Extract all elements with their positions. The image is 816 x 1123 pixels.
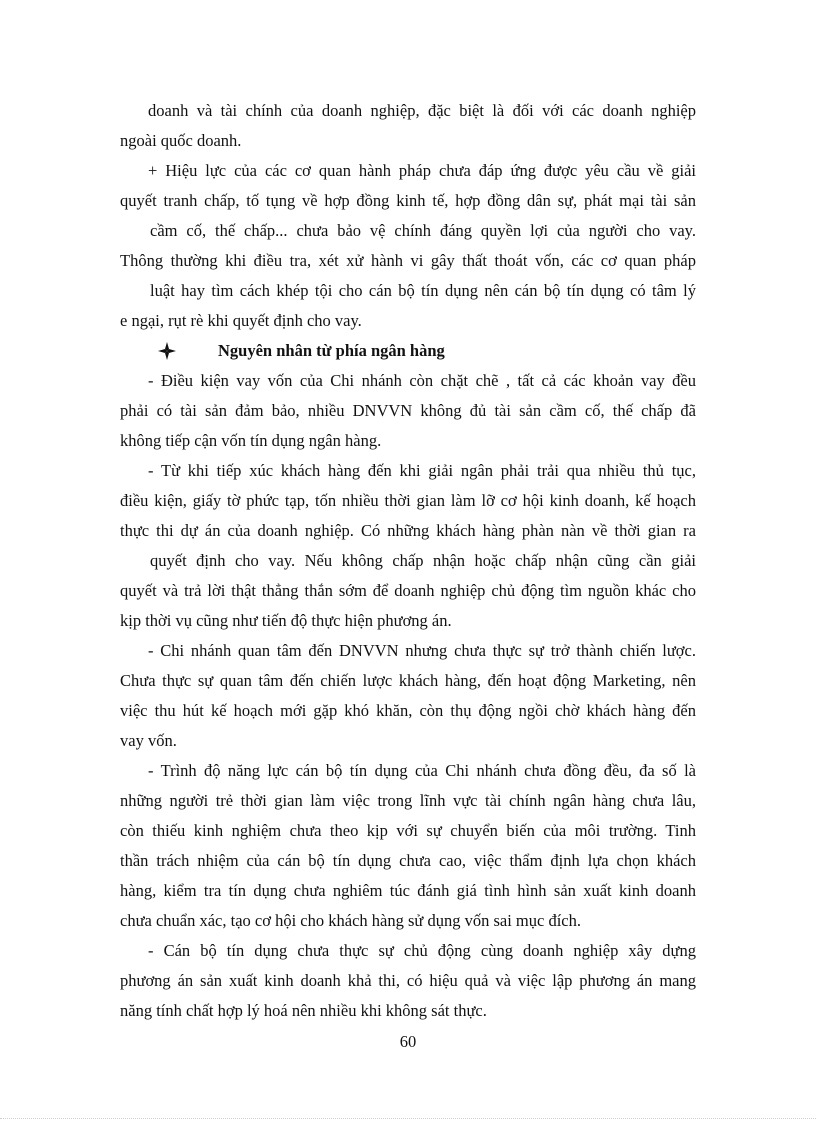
diamond-bullet-icon — [156, 340, 178, 362]
paragraph — [120, 456, 696, 636]
text-line: điều kiện, giấy tờ phức tạp, tốn nhiều thời gian làm lỡ cơ hội kinh doanh, kế hoạch — [120, 491, 696, 510]
text-line: hàng, kiểm tra tín dụng chưa nghiêm túc đánh giá tình hình sản xuất kinh doanh — [120, 881, 696, 900]
text-line: phải có tài sản đảm bảo, nhiều DNVVN không đủ tài sản cầm cố, thế chấp đã — [120, 401, 696, 420]
text-line: - Chi nhánh quan tâm đến DNVVN nhưng chưa thực sự trở thành chiến lược. — [148, 641, 696, 660]
text-line: ngoài quốc doanh. — [120, 131, 242, 150]
paragraph — [120, 156, 696, 336]
text-line: Thông thường khi điều tra, xét xử hành vi gây thất thoát vốn, các cơ quan pháp — [120, 251, 696, 270]
text-line: luật hay tìm cách khép tội cho cán bộ tín dụng nên cán bộ tín dụng có tâm lý — [150, 281, 696, 300]
text-line: quyết định cho vay. Nếu không chấp nhận hoặc chấp nhận cũng cần giải — [150, 551, 696, 570]
text-line: e ngại, rụt rè khi quyết định cho vay. — [120, 311, 362, 330]
text-line: phương án sản xuất kinh doanh khả thi, có hiệu quả và việc lập phương án mang — [120, 971, 696, 990]
text-line: + Hiệu lực của các cơ quan hành pháp chưa đáp ứng được yêu cầu về giải — [148, 161, 696, 180]
text-line: - Từ khi tiếp xúc khách hàng đến khi giải ngân phải trải qua nhiều thủ tục, — [148, 461, 696, 480]
section-heading — [120, 336, 696, 366]
text-line: cầm cố, thế chấp... chưa bảo vệ chính đáng quyền lợi của người cho vay. — [150, 221, 696, 240]
text-line: thần trách nhiệm của cán bộ tín dụng chưa cao, việc thẩm định lựa chọn khách — [120, 851, 696, 870]
paragraph — [120, 636, 696, 756]
paragraph — [120, 366, 696, 456]
text-line: kịp thời vụ cũng như tiến độ thực hiện phương án. — [120, 611, 452, 630]
text-line: thực thi dự án của doanh nghiệp. Có những khách hàng phàn nàn về thời gian ra — [120, 521, 696, 540]
paragraph — [120, 96, 696, 156]
text-line: những người trẻ thời gian làm việc trong lĩnh vực tài chính ngân hàng chưa lâu, — [120, 791, 696, 810]
text-line: quyết tranh chấp, tố tụng về hợp đồng kinh tế, hợp đồng dân sự, phát mại tài sản — [120, 191, 696, 210]
text-line: năng tính chất hợp lý hoá nên nhiều khi không sát thực. — [120, 1001, 487, 1020]
text-line: doanh và tài chính của doanh nghiệp, đặc biệt là đối với các doanh nghiệp — [148, 101, 696, 120]
text-line: còn thiếu kinh nghiệm chưa theo kịp với sự chuyển biến của môi trường. Tinh — [120, 821, 696, 840]
page-bottom-rule — [0, 1118, 816, 1119]
text-line: - Trình độ năng lực cán bộ tín dụng của Chi nhánh chưa đồng đều, đa số là — [148, 761, 696, 780]
text-line: việc thu hút kế hoạch mới gặp khó khăn, còn thụ động ngồi chờ khách hàng đến — [120, 701, 696, 720]
paragraph — [120, 936, 696, 1026]
text-line: - Điều kiện vay vốn của Chi nhánh còn chặt chẽ , tất cả các khoản vay đều — [148, 371, 696, 390]
page-number: 60 — [399, 1032, 417, 1051]
section-heading-text: Nguyên nhân từ phía ngân hàng — [218, 341, 445, 360]
paragraph — [120, 756, 696, 936]
body-text — [120, 96, 696, 1026]
text-line: không tiếp cận vốn tín dụng ngân hàng. — [120, 431, 382, 450]
text-line: - Cán bộ tín dụng chưa thực sự chủ động cùng doanh nghiệp xây dựng — [148, 941, 696, 960]
text-line: quyết và trả lời thật thẳng thắn sớm để doanh nghiệp chủ động tìm nguồn khác cho — [120, 581, 696, 600]
text-line: vay vốn. — [120, 731, 177, 750]
text-line: chưa chuẩn xác, tạo cơ hội cho khách hàng sử dụng vốn sai mục đích. — [120, 911, 581, 930]
text-line: Chưa thực sự quan tâm đến chiến lược khách hàng, đến hoạt động Marketing, nên — [120, 671, 696, 690]
